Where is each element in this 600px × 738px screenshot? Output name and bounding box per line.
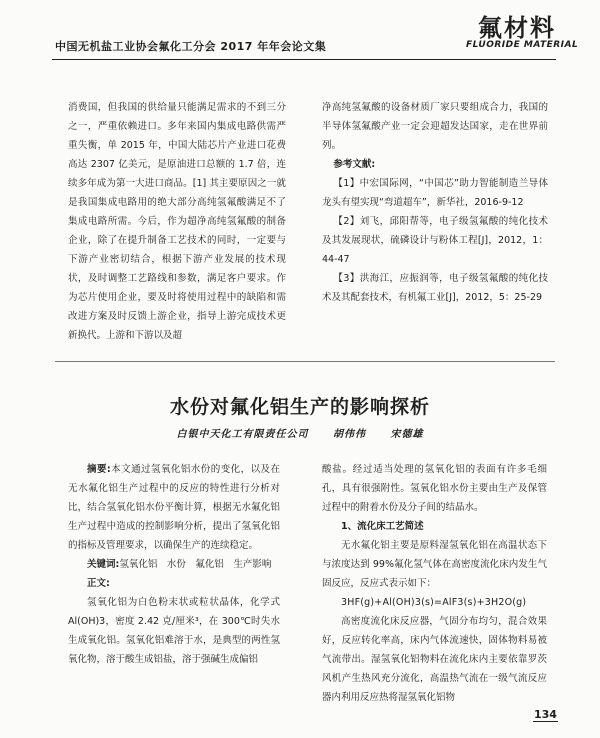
body-paragraph: 氢氧化铝为白色粉末状或粒状晶体，化学式 Al(OH)3，密度 2.42 克/厘米³，在 300℃时失水生成氧化铝。氢氧化铝难溶于水，是典型的两性氢氧化物，溶于酸生成铝盐，溶于强碱生成偏铝 [68,597,280,665]
reference-item: 【1】中宏国际网，“中国芯”助力智能制造兰导体龙头有望实现“弯道超车”，新华社，2016-9-12 [322,178,548,208]
prev-article-body: 消费国，但我国的供给量只能满足需求的不到三分之一，严重依赖进口。多年来国内集成电路供需严重失衡，单 2015 年，中国大陆芯片产业进口花费高达 2307 亿美元，是原油进口总额的 1.7 倍，连续多年成为第一大进口商品。[1] 其主要原因之一就是我国集成电路用的绝大部分高纯氢氟酸满足不了集成电路所需。今后，作为超净高纯氢氟酸的制备企业，除了在提升制备工艺技术的同时，一定要与下游产业密切结合，根据下游产业发展的技术现状，及时调整工艺路线和参数，满足客户要求。作为芯片使用企业，要及时将使用过程中的缺陷和需改进方案及时反馈上游企业，指导上游完成技术更新换代。上游和下游以及超 [68,102,286,341]
author-name: 宋德雄 [390,429,424,440]
author-name: 胡伟伟 [333,429,366,440]
logo-english-text: FLUORIDE MATERIAL [466,40,579,50]
body-paragraph-continued: 酸盐。经过适当处理的氢氧化铝的表面有许多毛细孔，具有很强附性。氢氧化铝水份主要由生产及保管过程中的附着水份及分子间的结晶水。 [322,464,547,513]
article-title: 水份对氟化铝生产的影响探析 [169,396,430,418]
reference-item: 【3】洪海江，应振润等，电子级氢氟酸的纯化技术及其配套技术，有机氟工业[J]，2012，5：25-29 [322,273,548,303]
abstract [68,460,280,555]
prev-article-conclusion: 净高纯氢氟酸的设备材质厂家只要组成合力，我国的半导体氢氟酸产业一定会迎超发达国家，走在世界前列。 [322,102,548,151]
top-left-column [68,98,286,345]
abstract-text: 本文通过氢氧化铝水份的变化，以及在无水氟化铝生产过程中的反应的特性进行分析对比，结合氢氧化铝水份平衡计算，根据无水氟化铝生产过程中造成的控制影响分析，提出了氢氧化铝的指标及管理要求，以确保生产的连续稳定。 [68,464,280,551]
fluoride-material-logo [466,8,579,56]
section-heading: 1、流化床工艺简述 [341,521,424,532]
proceedings-title: 中国无机盐工业协会氟化工分会 2017 年年会论文集 [55,40,327,53]
keywords-text: 氢氧化铝 水份 氟化铝 生产影响 [119,559,272,570]
header-rule [52,59,556,60]
logo-chinese-text: 氟材料 [478,13,556,42]
keywords-label: 关键词: [87,559,120,570]
author-organization: 白银中天化工有限责任公司 [176,429,309,440]
abstract-label: 摘要: [87,464,111,475]
article-left-column [68,460,280,669]
article-separator [55,361,555,362]
reactor-paragraph: 高密度流化床反应器，气固分布均匀，混合效果好，反应转化率高，床内气体流速快，固体物料易被气流带出。湿氢氧化铝物料在流化床内主要依靠罗茨风机产生热风充分流化，高温热气流在一级气流反应器内利用反应热将湿氢氧化铝物 [322,616,547,703]
process-paragraph: 无水氟化铝主要是原料湿氢氧化铝在高温状态下与浓度达到 99%氟化氢气体在高密度流化床内发生气固反应，反应式表示如下： [322,540,547,589]
reaction-equation: 3HF(g)+Al(OH)3(s)=AlF3(s)+3H2O(g) [341,597,527,608]
body-label: 正文: [87,578,110,589]
page-number: 134 [534,708,557,721]
reference-item: 【2】刘飞，邱阳帮等，电子级氢氟酸的纯化技术及其发展现状，硫磷设计与粉体工程[J]，2012，1：44-47 [322,216,548,265]
keywords [68,555,280,574]
article-right-column [322,460,547,707]
top-right-column [322,98,548,307]
author-line [0,425,600,440]
references-heading: 参考文献: [333,159,376,170]
